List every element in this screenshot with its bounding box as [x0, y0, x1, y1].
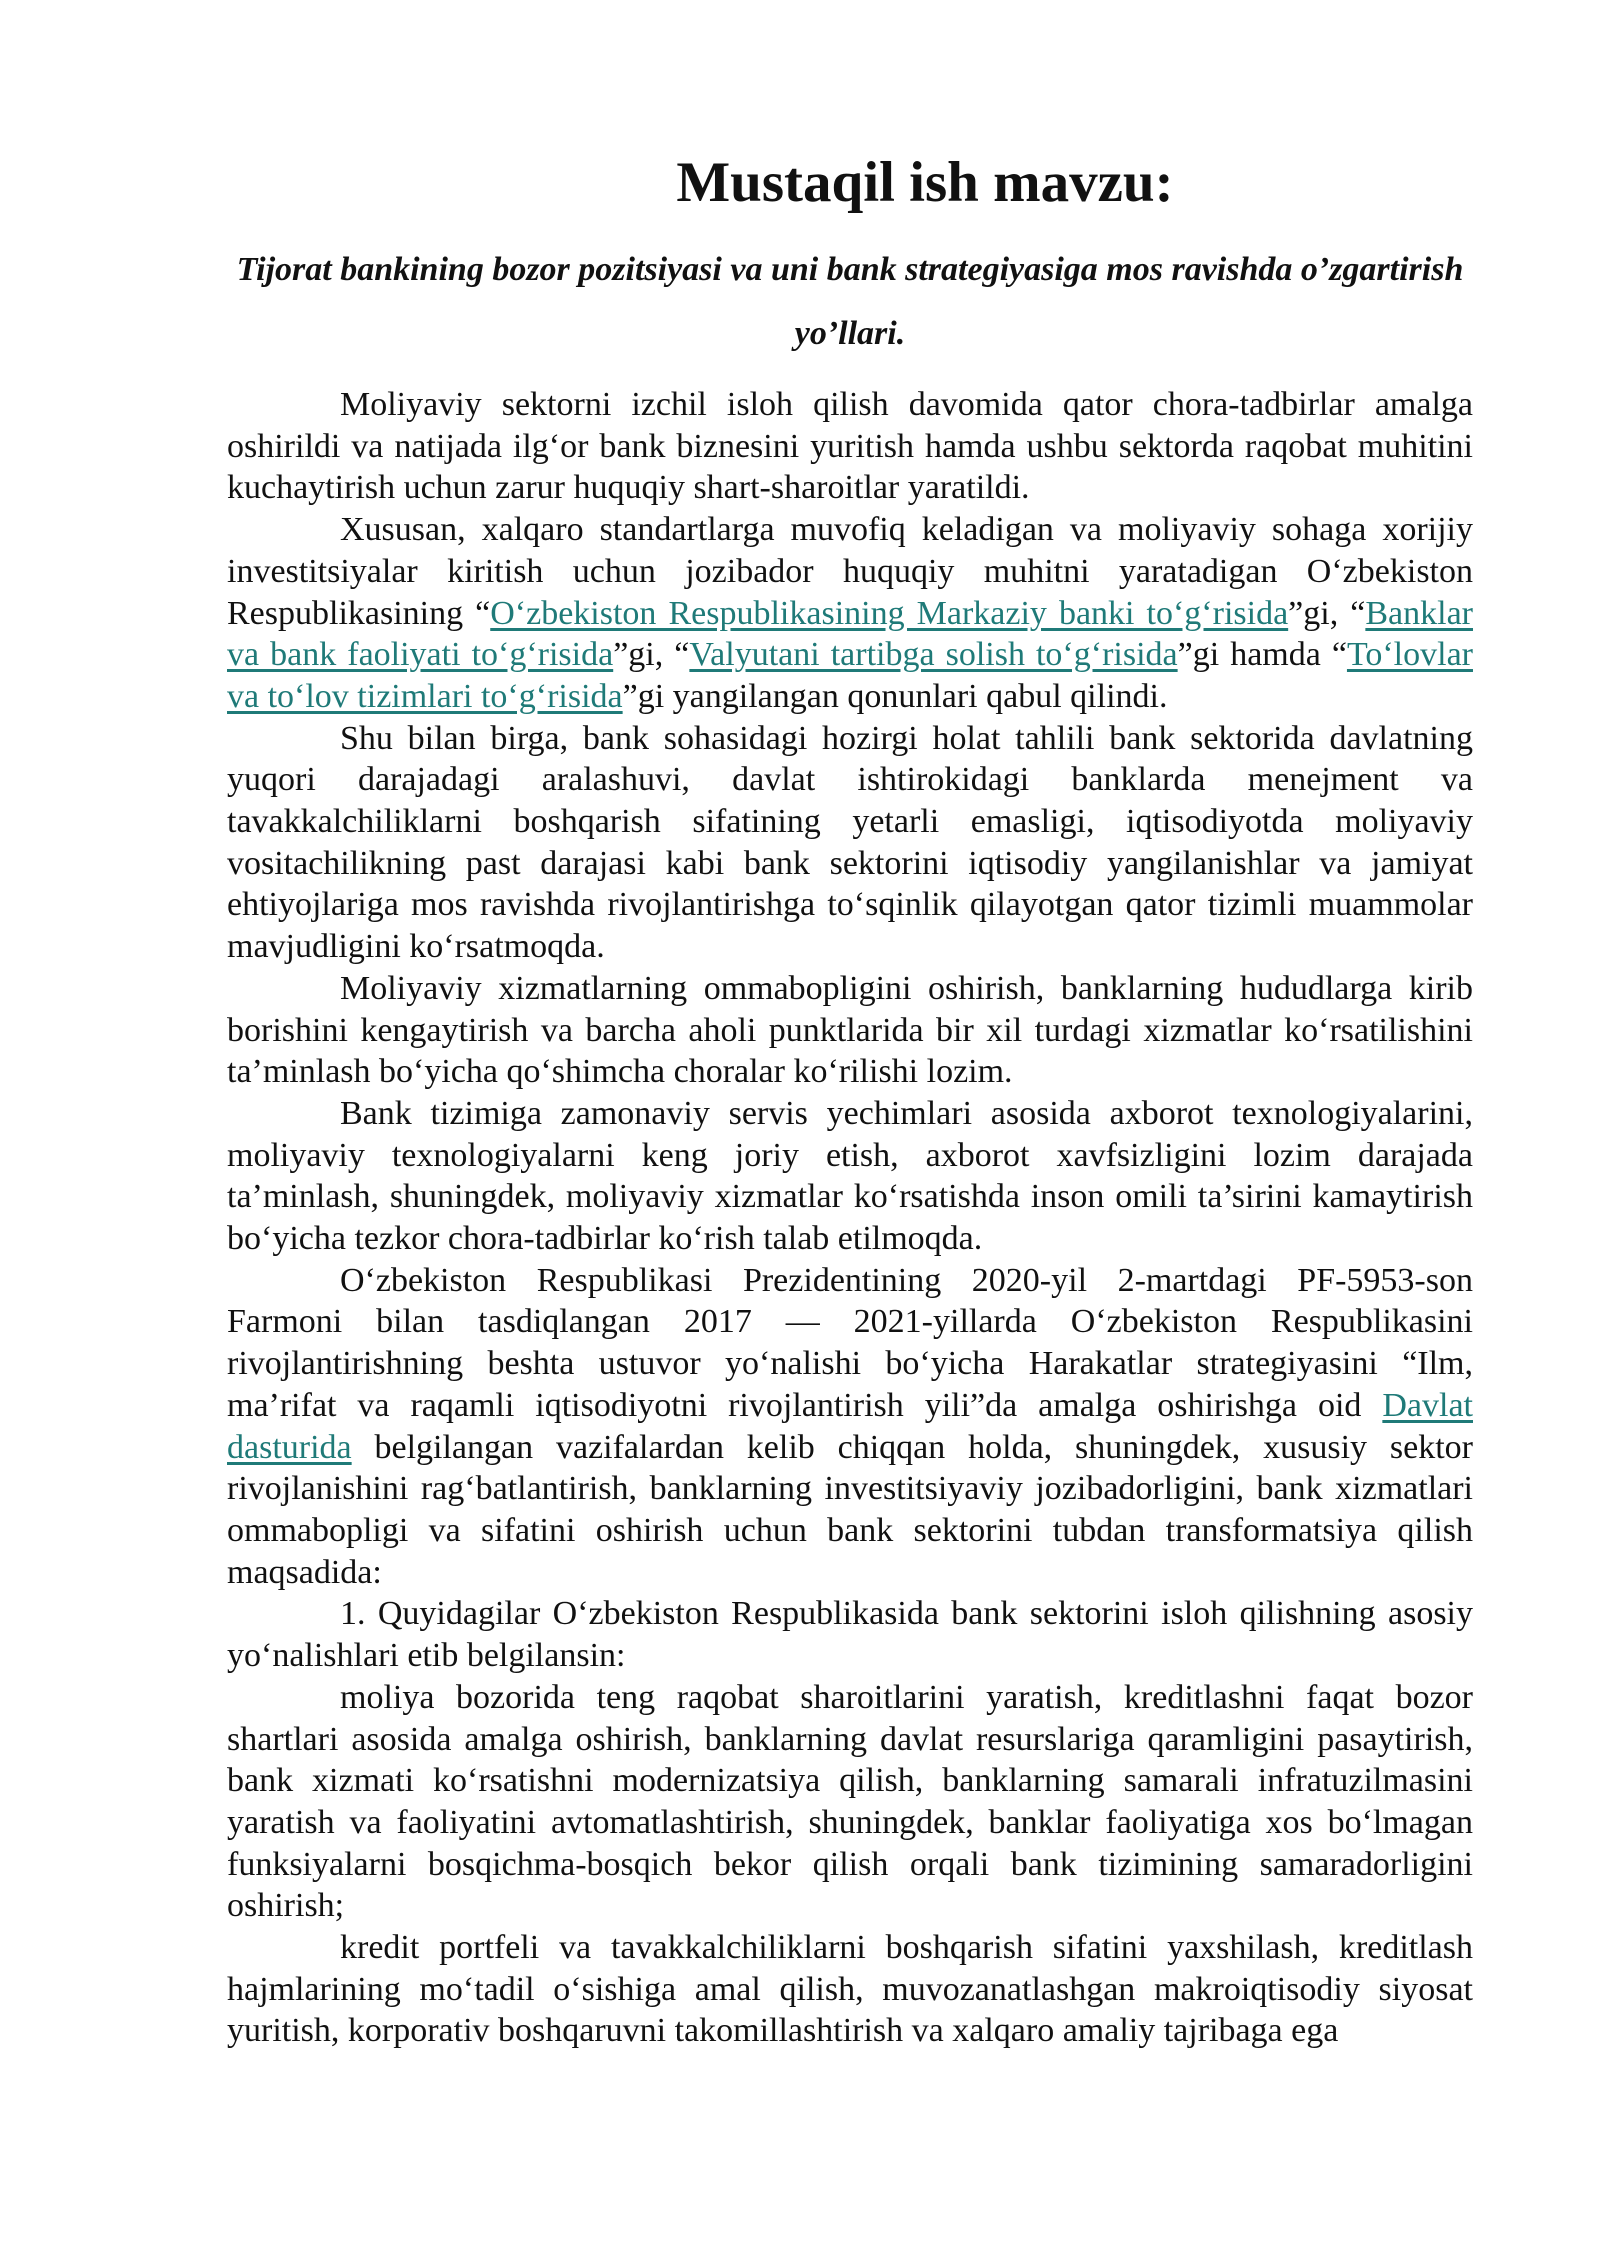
paragraph-2-text: Xususan, xalqaro standartlarga muvofiq keladigan va moliyaviy sohaga xorijiy investitsiyalar kiritish uchun jozibador huquqiy muhitni yaratadigan O‘zbekiston Respublikasining “ [227, 511, 1473, 632]
paragraph-2-text: ”gi, “ [613, 636, 690, 674]
paragraph-5: Bank tizimiga zamonaviy servis yechimlari asosida axborot texnologiyalarini, moliyaviy texnologiyalarni keng joriy etish, axborot xavfsizligini lozim darajada ta’minlash, shuningdek, moliyaviy xizmatlar ko‘rsatishda inson omili ta’sirini kamaytirish bo‘yicha tezkor chora-tadbirlar ko‘rish talab etilmoqda. [227, 1094, 1473, 1258]
document-page [227, 150, 1473, 2052]
paragraph-6-text: belgilangan vazifalardan kelib chiqqan holda, shuningdek, xususiy sektor rivojlanishini rag‘batlantirish, banklarning investitsiyaviy jozibadorligini, bank xizmatlari ommabopligi va sifatini oshirish uchun bank sektorini tubdan transformatsiya qilish maqsadida: [227, 1428, 1473, 1591]
link-currency-regulation-law[interactable]: Valyutani tartibga solish to‘g‘risida [689, 636, 1178, 674]
paragraph-1: Moliyaviy sektorni izchil isloh qilish davomida qator chora-tadbirlar amalga oshirildi va natijada ilg‘or bank biznesini yuritish hamda ushbu sektorda raqobat muhitini kuchaytirish uchun zarur huquqiy shart-sharoitlar yaratildi. [227, 386, 1473, 507]
paragraph-6-text: O‘zbekiston Respublikasi Prezidentining 2020-yil 2-martdagi PF-5953-son Farmoni bilan tasdiqlangan 2017 — 2021-yillarda O‘zbekiston Respublikasini rivojlantirishning beshta ustuvor yo‘nalishi bo‘yicha Harakatlar strategiyasini “Ilm, ma’rifat va raqamli iqtisodiyotni rivojlantirish yili”da amalga oshirishga oid [227, 1261, 1473, 1424]
link-central-bank-law[interactable]: O‘zbekiston Respublikasining Markaziy banki to‘g‘risida [490, 594, 1289, 632]
paragraph-3: Shu bilan birga, bank sohasidagi hozirgi holat tahlili bank sektorida davlatning yuqori darajadagi aralashuvi, davlat ishtirokidagi banklarda menejment va tavakkalchiliklarni boshqarish sifatining yetarli emasligi, iqtisodiyotda moliyaviy vositachilikning past darajasi kabi bank sektorini iqtisodiy yangilanishlar va jamiyat ehtiyojlariga mos ravishda rivojlantirishga to‘sqinlik qilayotgan qator tizimli muammolar mavjudligini ko‘rsatmoqda. [227, 719, 1473, 966]
paragraph-2-text: ”gi, “ [1288, 594, 1366, 632]
paragraph-4: Moliyaviy xizmatlarning ommabopligini oshirish, banklarning hududlarga kirib borishini kengaytirish va barcha aholi punktlarida bir xil turdagi xizmatlar ko‘rsatilishini ta’minlash bo‘yicha qo‘shimcha choralar ko‘rilishi lozim. [227, 969, 1473, 1091]
paragraph-2-text: ”gi hamda “ [1177, 636, 1347, 674]
paragraph-2-text: ”gi yangilangan qonunlari qabul qilindi. [622, 677, 1168, 715]
paragraph-9: kredit portfeli va tavakkalchiliklarni boshqarish sifatini yaxshilash, kreditlash hajmlarining mo‘tadil o‘sishiga amal qilish, muvozanatlashgan makroiqtisodiy siyosat yuritish, korporativ boshqaruvni takomillashtirish va xalqaro amaliy tajribaga ega [227, 1929, 1473, 2050]
link-state-program[interactable]: Davlat dasturida [227, 1386, 1473, 1466]
document-subtitle: Tijorat bankining bozor pozitsiyasi va uni bank strategiyasiga mos ravishda o’zgartirish yo’llari. [236, 251, 1464, 352]
paragraph-7: 1. Quyidagilar O‘zbekiston Respublikasida bank sektorini isloh qilishning asosiy yo‘nalishlari etib belgilansin: [227, 1595, 1473, 1675]
link-payments-systems-law[interactable]: To‘lovlar va to‘lov tizimlari to‘g‘risida [227, 636, 1473, 715]
paragraph-2 [227, 509, 1473, 718]
link-banks-activity-law[interactable]: Banklar va bank faoliyati to‘g‘risida [227, 594, 1473, 674]
paragraph-8: moliya bozorida teng raqobat sharoitlarini yaratish, kreditlashni faqat bozor shartlari asosida amalga oshirish, banklarning davlat resurslariga qaramligini pasaytirish, bank xizmati ko‘rsatishni modernizatsiya qilish, banklarning samarali infratuzilmasini yaratish va faoliyatini avtomatlashtirish, shuningdek, banklar faoliyatiga xos bo‘lmagan funksiyalarni bosqichma-bosqich bekor qilish orqali bank tizimining samaradorligini oshirish; [227, 1678, 1473, 1925]
document-title: Mustaqil ish mavzu: [676, 151, 1174, 214]
paragraph-6 [227, 1260, 1473, 1594]
